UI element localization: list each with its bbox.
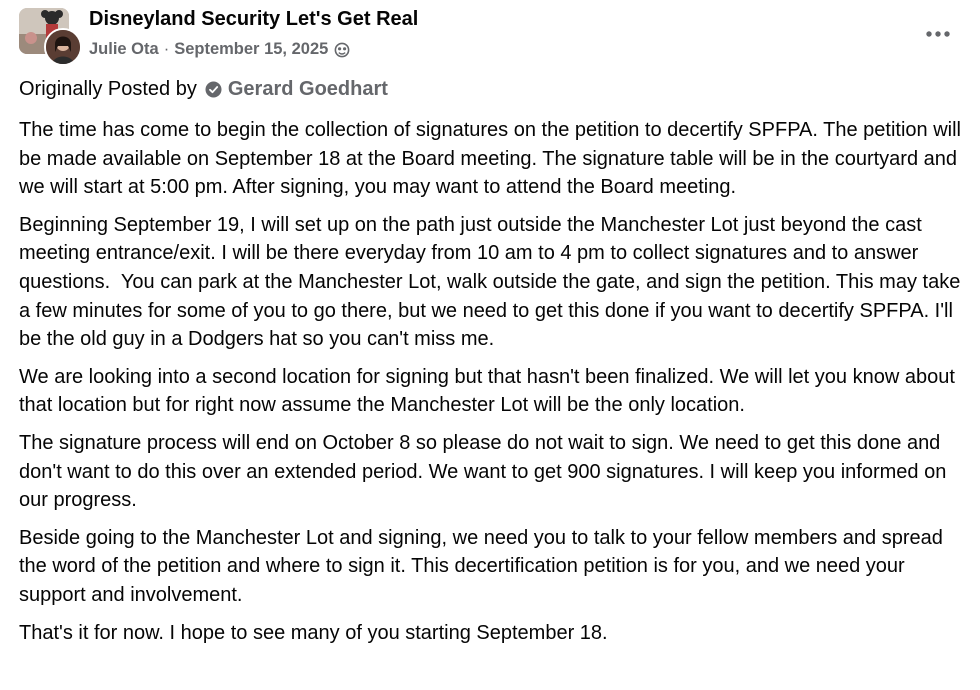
group-name[interactable]: Disneyland Security Let's Get Real — [89, 8, 419, 30]
post-paragraph: Beside going to the Manchester Lot and signing, we need you to talk to your fellow members and spread the word of the petition and where to sign it. This decertification petition is for you, and we need your support and involvement. — [19, 526, 949, 606]
more-options-icon — [925, 25, 951, 43]
original-prefix: Originally Posted by — [19, 78, 197, 100]
post-meta — [89, 40, 350, 59]
post-paragraph: That's it for now. I hope to see many of you starting September 18. — [19, 621, 608, 644]
more-options-button[interactable] — [920, 20, 956, 48]
meta-separator: · — [163, 40, 170, 58]
post-avatars — [19, 8, 81, 64]
author-avatar[interactable] — [44, 28, 82, 66]
globe-icon[interactable] — [334, 42, 350, 58]
post-paragraph: We are looking into a second location for signing but that hasn't been finalized. We will let you know about that location but for right now assume the Manchester Lot will be the only location. — [19, 365, 961, 417]
original-post-credit — [19, 78, 388, 101]
post-paragraph: Beginning September 19, I will set up on the path just outside the Manchester Lot just beyond the cast meeting entrance/exit. I will be there everyday from 10 am to 4 pm to collect signatures and to answer questions. You can park at the Manchester Lot, walk outside the gate, and sign the petition. This may take a few minutes for some of you to go there, but we need to get this done if you want to decertify SPFPA. I'll be the old guy in a Dodgers hat so you can't miss me. — [19, 213, 966, 351]
original-author[interactable]: Gerard Goedhart — [227, 78, 388, 100]
verified-icon — [205, 81, 222, 98]
post-paragraph: The time has come to begin the collection of signatures on the petition to decertify SPFPA. The petition will be made available on September 18 at the Board meeting. The signature table will be in the courtyard and we will start at 5:00 pm. After signing, you may want to attend the Board meeting. — [19, 119, 967, 199]
post-body — [19, 116, 971, 656]
post-paragraph: The signature process will end on October 8 so please do not wait to sign. We need to get this done and don't want to do this over an extended period. We want to get 900 signatures. I will keep you informed on our progress. — [19, 431, 952, 512]
post-date[interactable]: September 15, 2025 — [174, 40, 329, 58]
author-name[interactable]: Julie Ota — [89, 40, 159, 58]
